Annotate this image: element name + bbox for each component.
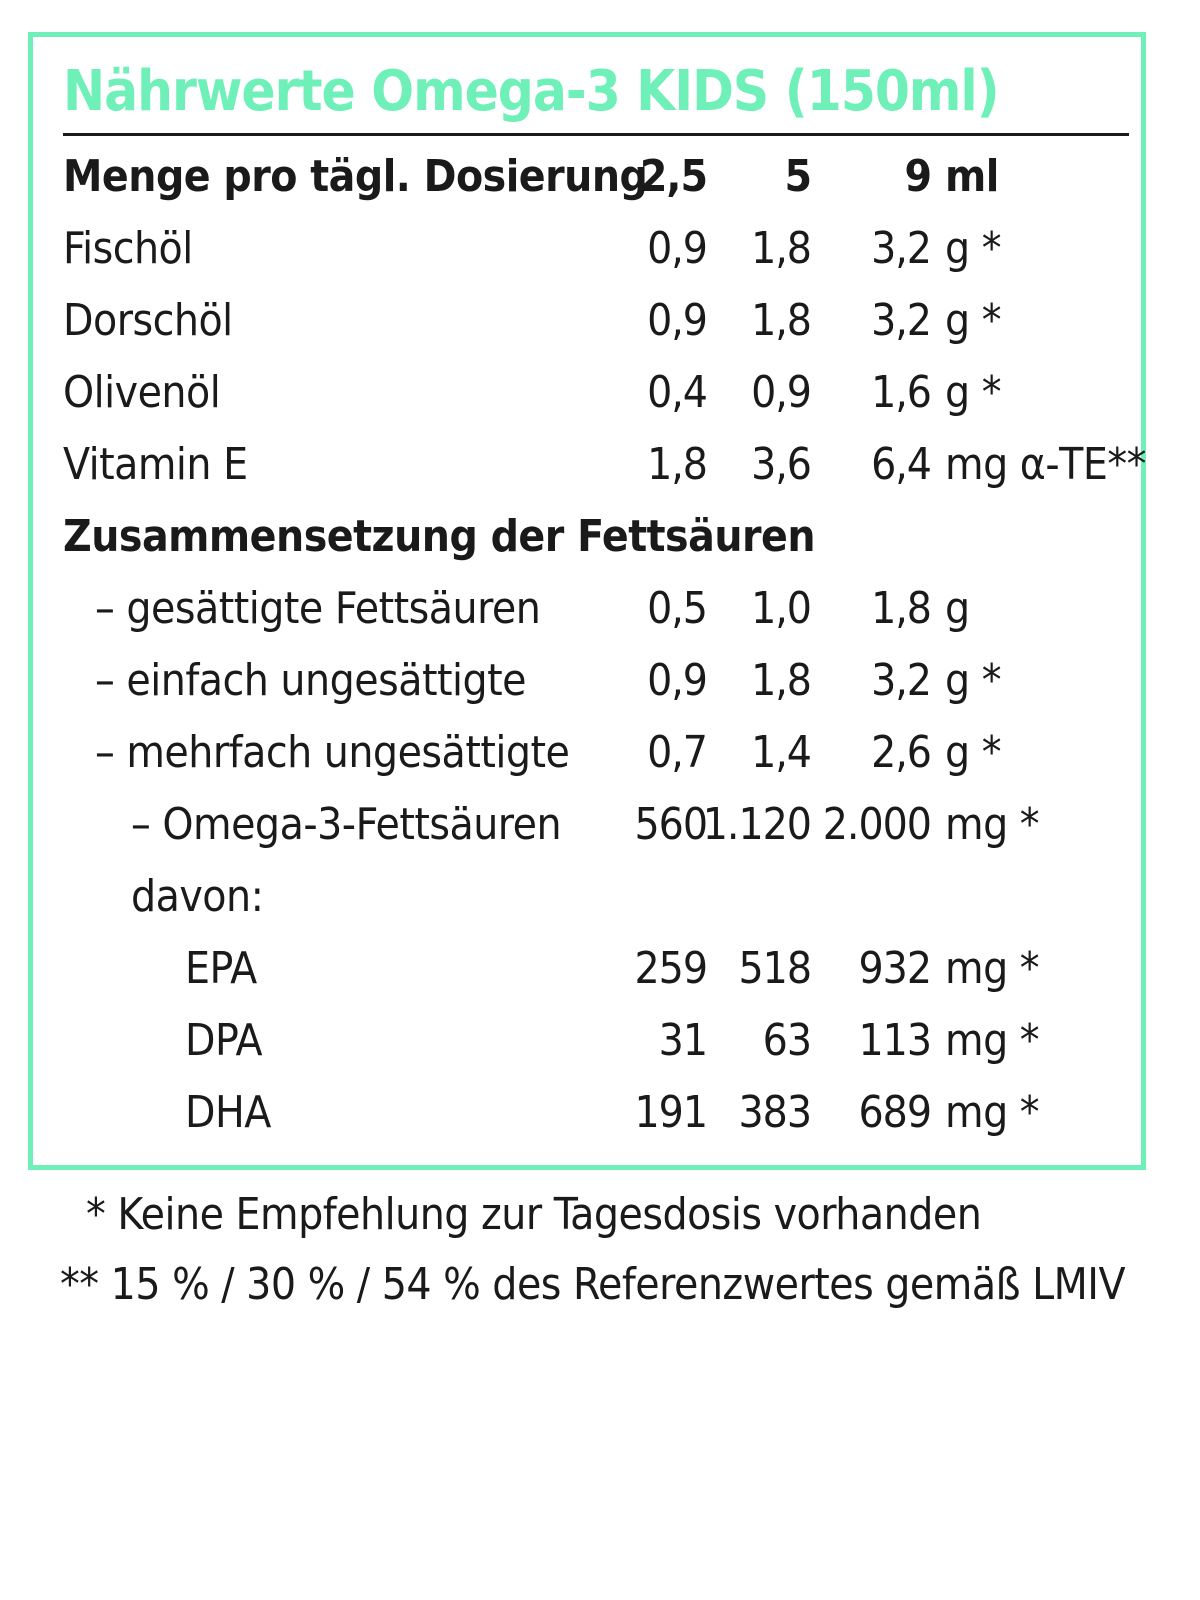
table-row [33,141,1151,213]
row-label: EPA [185,943,257,994]
row-label: – gesättigte Fettsäuren [95,583,541,634]
value-2-5ml: 31 [658,1015,707,1066]
value-2-5ml: 0,7 [647,727,707,778]
row-label: Fischöl [63,223,193,274]
row-label: Zusammensetzung der Fettsäuren [63,511,816,562]
value-2-5ml: 2,5 [639,151,707,202]
value-2-5ml: 191 [634,1087,707,1138]
table-row [33,645,1151,717]
title-divider [63,133,1129,136]
row-unit: g [945,583,970,634]
value-5ml: 0,9 [751,367,811,418]
value-2-5ml: 560 [634,799,707,850]
value-2-5ml: 1,8 [647,439,707,490]
row-label: – einfach ungesättigte [95,655,527,706]
value-9ml: 9 [904,151,931,202]
row-unit: g * [945,727,1001,778]
value-9ml: 1,6 [871,367,931,418]
value-9ml: 2.000 [822,799,931,850]
row-unit: g * [945,295,1001,346]
value-5ml: 383 [738,1087,811,1138]
value-2-5ml: 0,9 [647,295,707,346]
row-unit: g * [945,367,1001,418]
value-9ml: 1,8 [871,583,931,634]
value-5ml: 1,8 [751,295,811,346]
row-label: Menge pro tägl. Dosierung [63,151,648,202]
value-5ml: 5 [784,151,811,202]
row-label: DHA [185,1087,271,1138]
row-unit: g * [945,223,1001,274]
value-5ml: 1,8 [751,655,811,706]
value-5ml: 1.120 [702,799,811,850]
row-unit: mg * [945,799,1040,850]
value-5ml: 1,8 [751,223,811,274]
value-9ml: 6,4 [871,439,931,490]
value-5ml: 63 [762,1015,811,1066]
value-9ml: 689 [858,1087,931,1138]
row-unit: mg * [945,1015,1040,1066]
row-label: DPA [185,1015,263,1066]
value-2-5ml: 0,9 [647,655,707,706]
table-row [33,717,1151,789]
value-9ml: 3,2 [871,223,931,274]
table-title: Nährwerte Omega-3 KIDS (150ml) [63,59,999,124]
value-2-5ml: 0,5 [647,583,707,634]
value-9ml: 2,6 [871,727,931,778]
footnote-single-asterisk: * Keine Empfehlung zur Tagesdosis vorhanden [86,1189,982,1240]
value-9ml: 113 [858,1015,931,1066]
table-row [33,285,1151,357]
table-row [33,861,1151,933]
table-row [33,429,1151,501]
footnote-double-asterisk: ** 15 % / 30 % / 54 % des Referenzwertes gemäß LMIV [60,1259,1126,1310]
value-2-5ml: 0,9 [647,223,707,274]
row-unit: mg * [945,1087,1040,1138]
table-row [33,789,1151,861]
value-5ml: 1,4 [751,727,811,778]
row-label: – mehrfach ungesättigte [95,727,570,778]
value-5ml: 518 [738,943,811,994]
row-label: Olivenöl [63,367,221,418]
value-5ml: 1,0 [751,583,811,634]
nutrition-table-panel [28,32,1146,1170]
value-2-5ml: 0,4 [647,367,707,418]
table-row [33,1005,1151,1077]
row-label: – Omega-3-Fettsäuren [131,799,562,850]
value-5ml: 3,6 [751,439,811,490]
value-2-5ml: 259 [634,943,707,994]
row-label: davon: [131,871,264,922]
table-row [33,213,1151,285]
table-row [33,573,1151,645]
table-row [33,501,1151,573]
row-unit: g * [945,655,1001,706]
row-label: Dorschöl [63,295,233,346]
row-unit: mg * [945,943,1040,994]
table-row [33,1077,1151,1149]
table-row [33,933,1151,1005]
value-9ml: 3,2 [871,655,931,706]
value-9ml: 932 [858,943,931,994]
row-label: Vitamin E [63,439,248,490]
value-9ml: 3,2 [871,295,931,346]
row-unit: mg α-TE** [945,439,1146,490]
table-row [33,357,1151,429]
row-unit: ml [945,151,999,202]
